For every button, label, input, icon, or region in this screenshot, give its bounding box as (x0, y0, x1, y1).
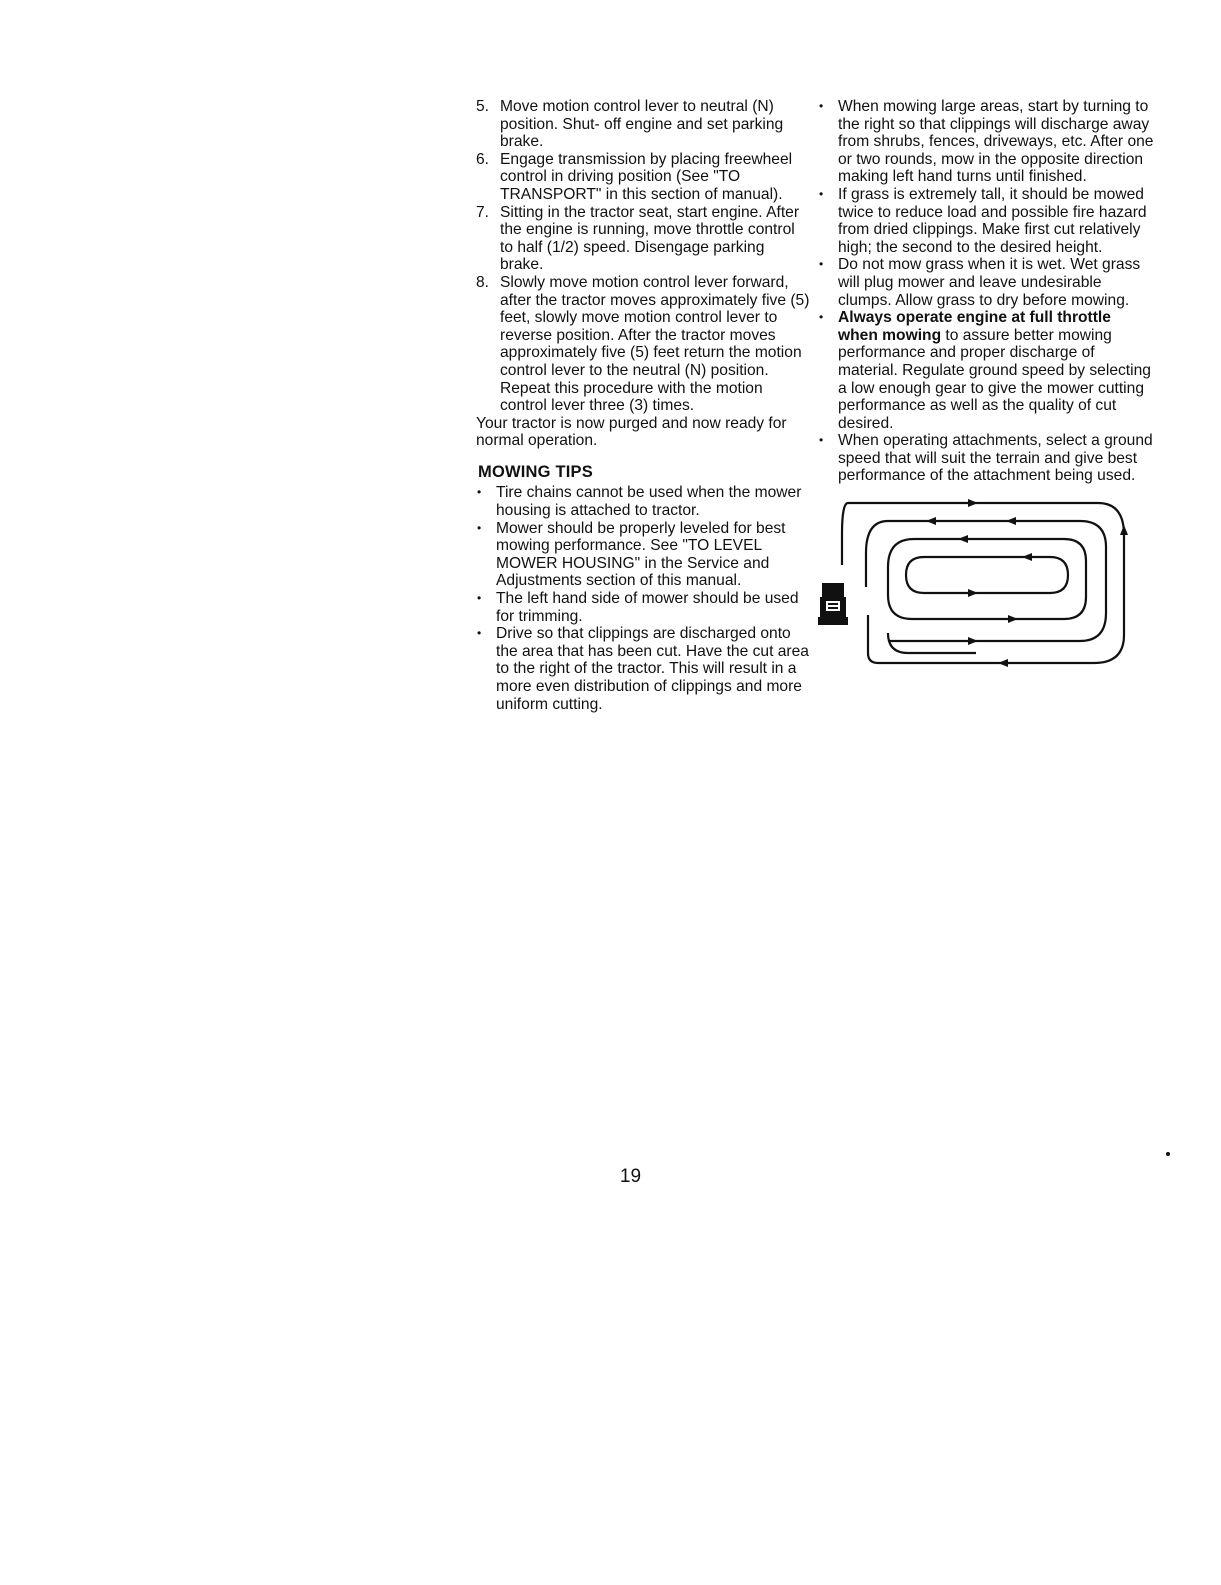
arrow-right-icon (1008, 615, 1018, 623)
step-6 (476, 151, 811, 204)
item-text: When operating attachments, select a ground speed that will suit the terrain and give best performance of the attachment being used. (838, 432, 1153, 485)
step-text: Slowly move motion control lever forward, after the tractor moves approximately five (5) feet, slowly move motion control lever to reverse position. After the tractor moves approximately five (5) feet return the motion control lever to the neutral (N) position. Repeat this procedure with the motion control lever three (3) times. (500, 273, 810, 415)
list-item: • Mower should be properly leveled for best mowing performance. See "TO LEVEL MOWER HOUSING" in the Service and Adjustments section of this manual. (476, 520, 811, 590)
list-item (818, 98, 1154, 186)
mowing-tips-list-left (476, 484, 811, 713)
list-item (818, 432, 1154, 485)
page-number: 19 (619, 1166, 642, 1187)
list-item: • The left hand side of mower should be used for trimming. (476, 590, 811, 625)
emphasis-text: Always operate engine at full throttle when mowing (838, 309, 1111, 344)
mowing-path-lead-in (888, 633, 908, 653)
step-number: 7. (476, 203, 490, 221)
mowing-tips-list-right (818, 98, 1154, 485)
mowing-path-inner (906, 557, 1068, 593)
item-text: to assure better mowing performance and proper discharge of material. Regulate ground speed by selecting a low enough gear to give the mower cutting performance as well as the quality of cut desired. (838, 326, 1151, 432)
right-column (818, 98, 1154, 675)
list-item (818, 256, 1154, 309)
arrow-left-icon (1006, 517, 1016, 525)
arrow-right-icon (968, 637, 978, 645)
scan-artifact-dot (1166, 1152, 1170, 1156)
arrow-left-icon (958, 535, 968, 543)
arrow-left-icon (1022, 553, 1032, 561)
section-heading-mowing-tips: MOWING TIPS (478, 462, 593, 481)
mowing-pattern-diagram (818, 495, 1136, 675)
item-text: When mowing large areas, start by turning to the right so that clippings will discharge away from shrubs, fences, driveways, etc. After one or two rounds, mow in the opposite direction making left hand turns until finished. (838, 98, 1154, 186)
mowing-path-outer-left (842, 503, 848, 565)
arrow-left-icon (998, 659, 1008, 667)
purged-note: Your tractor is now purged and now ready for normal operation. (476, 414, 787, 450)
mowing-path-third (912, 539, 1086, 619)
step-7 (476, 204, 811, 274)
item-text: Do not mow grass when it is wet. Wet grass will plug mower and leave undesirable clumps. Allow grass to dry before mowing. (838, 256, 1141, 309)
list-item (818, 309, 1154, 432)
item-text: If grass is extremely tall, it should be mowed twice to reduce load and possible fire hazard from dried clippings. Make first cut relatively high; the second to the desired height. (838, 185, 1147, 256)
step-5 (476, 98, 811, 151)
step-text: Sitting in the tractor seat, start engine. After the engine is running, move throttle control to half (1/2) speed. Disengage parking brake. (500, 203, 800, 274)
arrow-right-icon (968, 499, 978, 507)
mowing-path-third-left (888, 539, 914, 619)
arrow-up-icon (1120, 525, 1128, 535)
arrow-right-icon (968, 589, 978, 597)
list-item: • Tire chains cannot be used when the mower housing is attached to tractor. (476, 484, 811, 519)
tractor-icon (818, 583, 848, 625)
list-item (818, 186, 1154, 256)
step-number: 5. (476, 98, 490, 115)
step-number: 6. (476, 150, 490, 168)
step-text: Engage transmission by placing freewheel control in driving position (See "TO TRANSPORT" in this section of manual). (500, 150, 793, 203)
step-8 (476, 274, 811, 415)
arrow-left-icon (926, 517, 936, 525)
step-text: Move motion control lever to neutral (N) position. Shut- off engine and set parking brake. (500, 98, 784, 151)
step-number: 8. (476, 273, 490, 291)
left-column (476, 98, 811, 713)
list-item: • Drive so that clippings are discharged onto the area that has been cut. Have the cut area to the right of the tractor. This will result in a more even distribution of clippings and more uniform cutting. (476, 625, 811, 713)
mowing-path-second-left (866, 521, 888, 587)
